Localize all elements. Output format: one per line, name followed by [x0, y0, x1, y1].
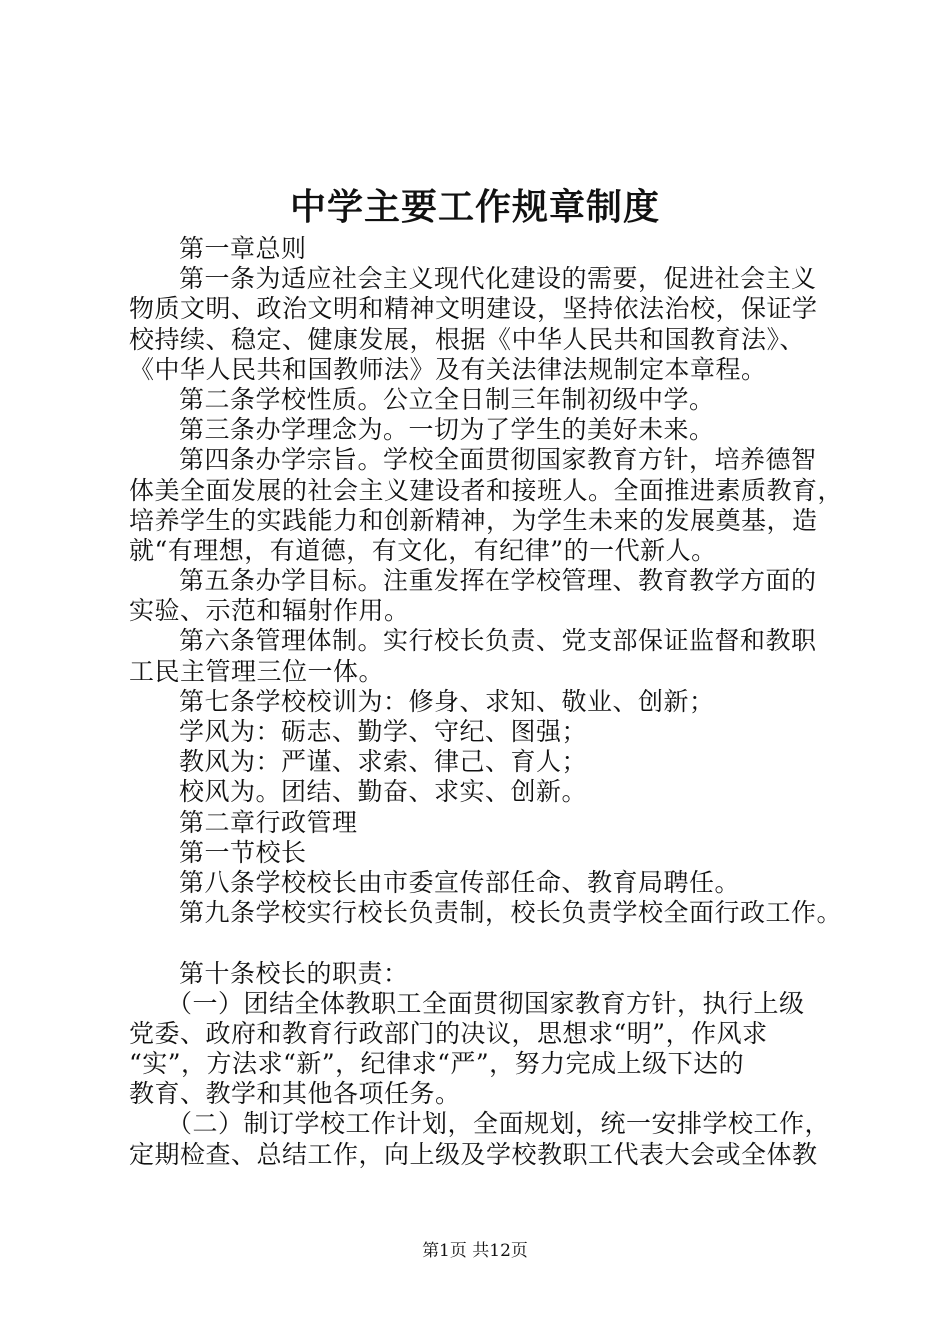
paragraph-line: 教风为：严谨、求索、律己、育人； — [179, 747, 588, 777]
paragraph-line: 第六条管理体制。实行校长负责、党支部保证监督和教职 — [179, 626, 817, 656]
paragraph-line: 第一条为适应社会主义现代化建设的需要，促进社会主义 — [179, 264, 817, 294]
paragraph-line: 第八条学校校长由市委宣传部任命、教育局聘任。 — [179, 867, 741, 897]
paragraph-line: 第七条学校校训为：修身、求知、敬业、创新； — [179, 686, 715, 716]
paragraph-line: 物质文明、政治文明和精神文明建设，坚持依法治校，保证学 — [129, 294, 818, 324]
paragraph-line: 培养学生的实践能力和创新精神，为学生未来的发展奠基，造 — [129, 505, 818, 535]
paragraph-line: 第四条办学宗旨。学校全面贯彻国家教育方针，培养德智 — [179, 445, 817, 475]
paragraph-line: 校风为。团结、勤奋、求实、创新。 — [179, 777, 588, 807]
paragraph-line: 第九条学校实行校长负责制，校长负责学校全面行政工作。 — [179, 898, 843, 928]
blank-line — [129, 928, 829, 958]
chapter-heading: 第一章总则 — [179, 234, 307, 263]
document-title: 中学主要工作规章制度 — [289, 187, 660, 228]
chapter-heading: 第二章行政管理 — [179, 807, 358, 837]
section-heading: 第一节校长 — [179, 837, 307, 867]
paragraph-line: （一）团结全体教职工全面贯彻国家教育方针，执行上级 — [167, 988, 805, 1018]
paragraph-line: 第五条办学目标。注重发挥在学校管理、教育教学方面的 — [179, 566, 817, 596]
paragraph-line: 校持续、稳定、健康发展，根据《中华人民共和国教育法》、 — [129, 324, 806, 354]
paragraph-line: 《中华人民共和国教师法》及有关法律法规制定本章程。 — [129, 354, 767, 384]
paragraph-line: 定期检查、总结工作，向上级及学校教职工代表大会或全体教 — [129, 1139, 818, 1169]
paragraph-line: “实”，方法求“新”，纪律求“严”，努力完成上级下达的 — [129, 1049, 745, 1079]
paragraph-line: 第十条校长的职责： — [179, 958, 409, 988]
document-body — [129, 234, 844, 1170]
paragraph-line: 学风为：砺志、勤学、守纪、图强； — [179, 717, 588, 746]
page-number-footer: 第1页 共12页 — [422, 1241, 528, 1261]
paragraph-line: 第二条学校性质。公立全日制三年制初级中学。 — [179, 384, 715, 414]
paragraph-line: 教育、教学和其他各项任务。 — [129, 1079, 461, 1109]
paragraph-line: 工民主管理三位一体。 — [129, 656, 385, 686]
paragraph-line: 体美全面发展的社会主义建设者和接班人。全面推进素质教育， — [129, 475, 844, 505]
paragraph-line: （二）制订学校工作计划，全面规划，统一安排学校工作， — [167, 1109, 831, 1139]
paragraph-line: 第三条办学理念为。一切为了学生的美好未来。 — [179, 415, 715, 445]
paragraph-line: 就“有理想，有道德，有文化，有纪律”的一代新人。 — [129, 535, 717, 565]
paragraph-line: 党委、政府和教育行政部门的决议，思想求“明”，作风求 — [129, 1018, 768, 1048]
paragraph-line: 实验、示范和辐射作用。 — [129, 596, 410, 626]
